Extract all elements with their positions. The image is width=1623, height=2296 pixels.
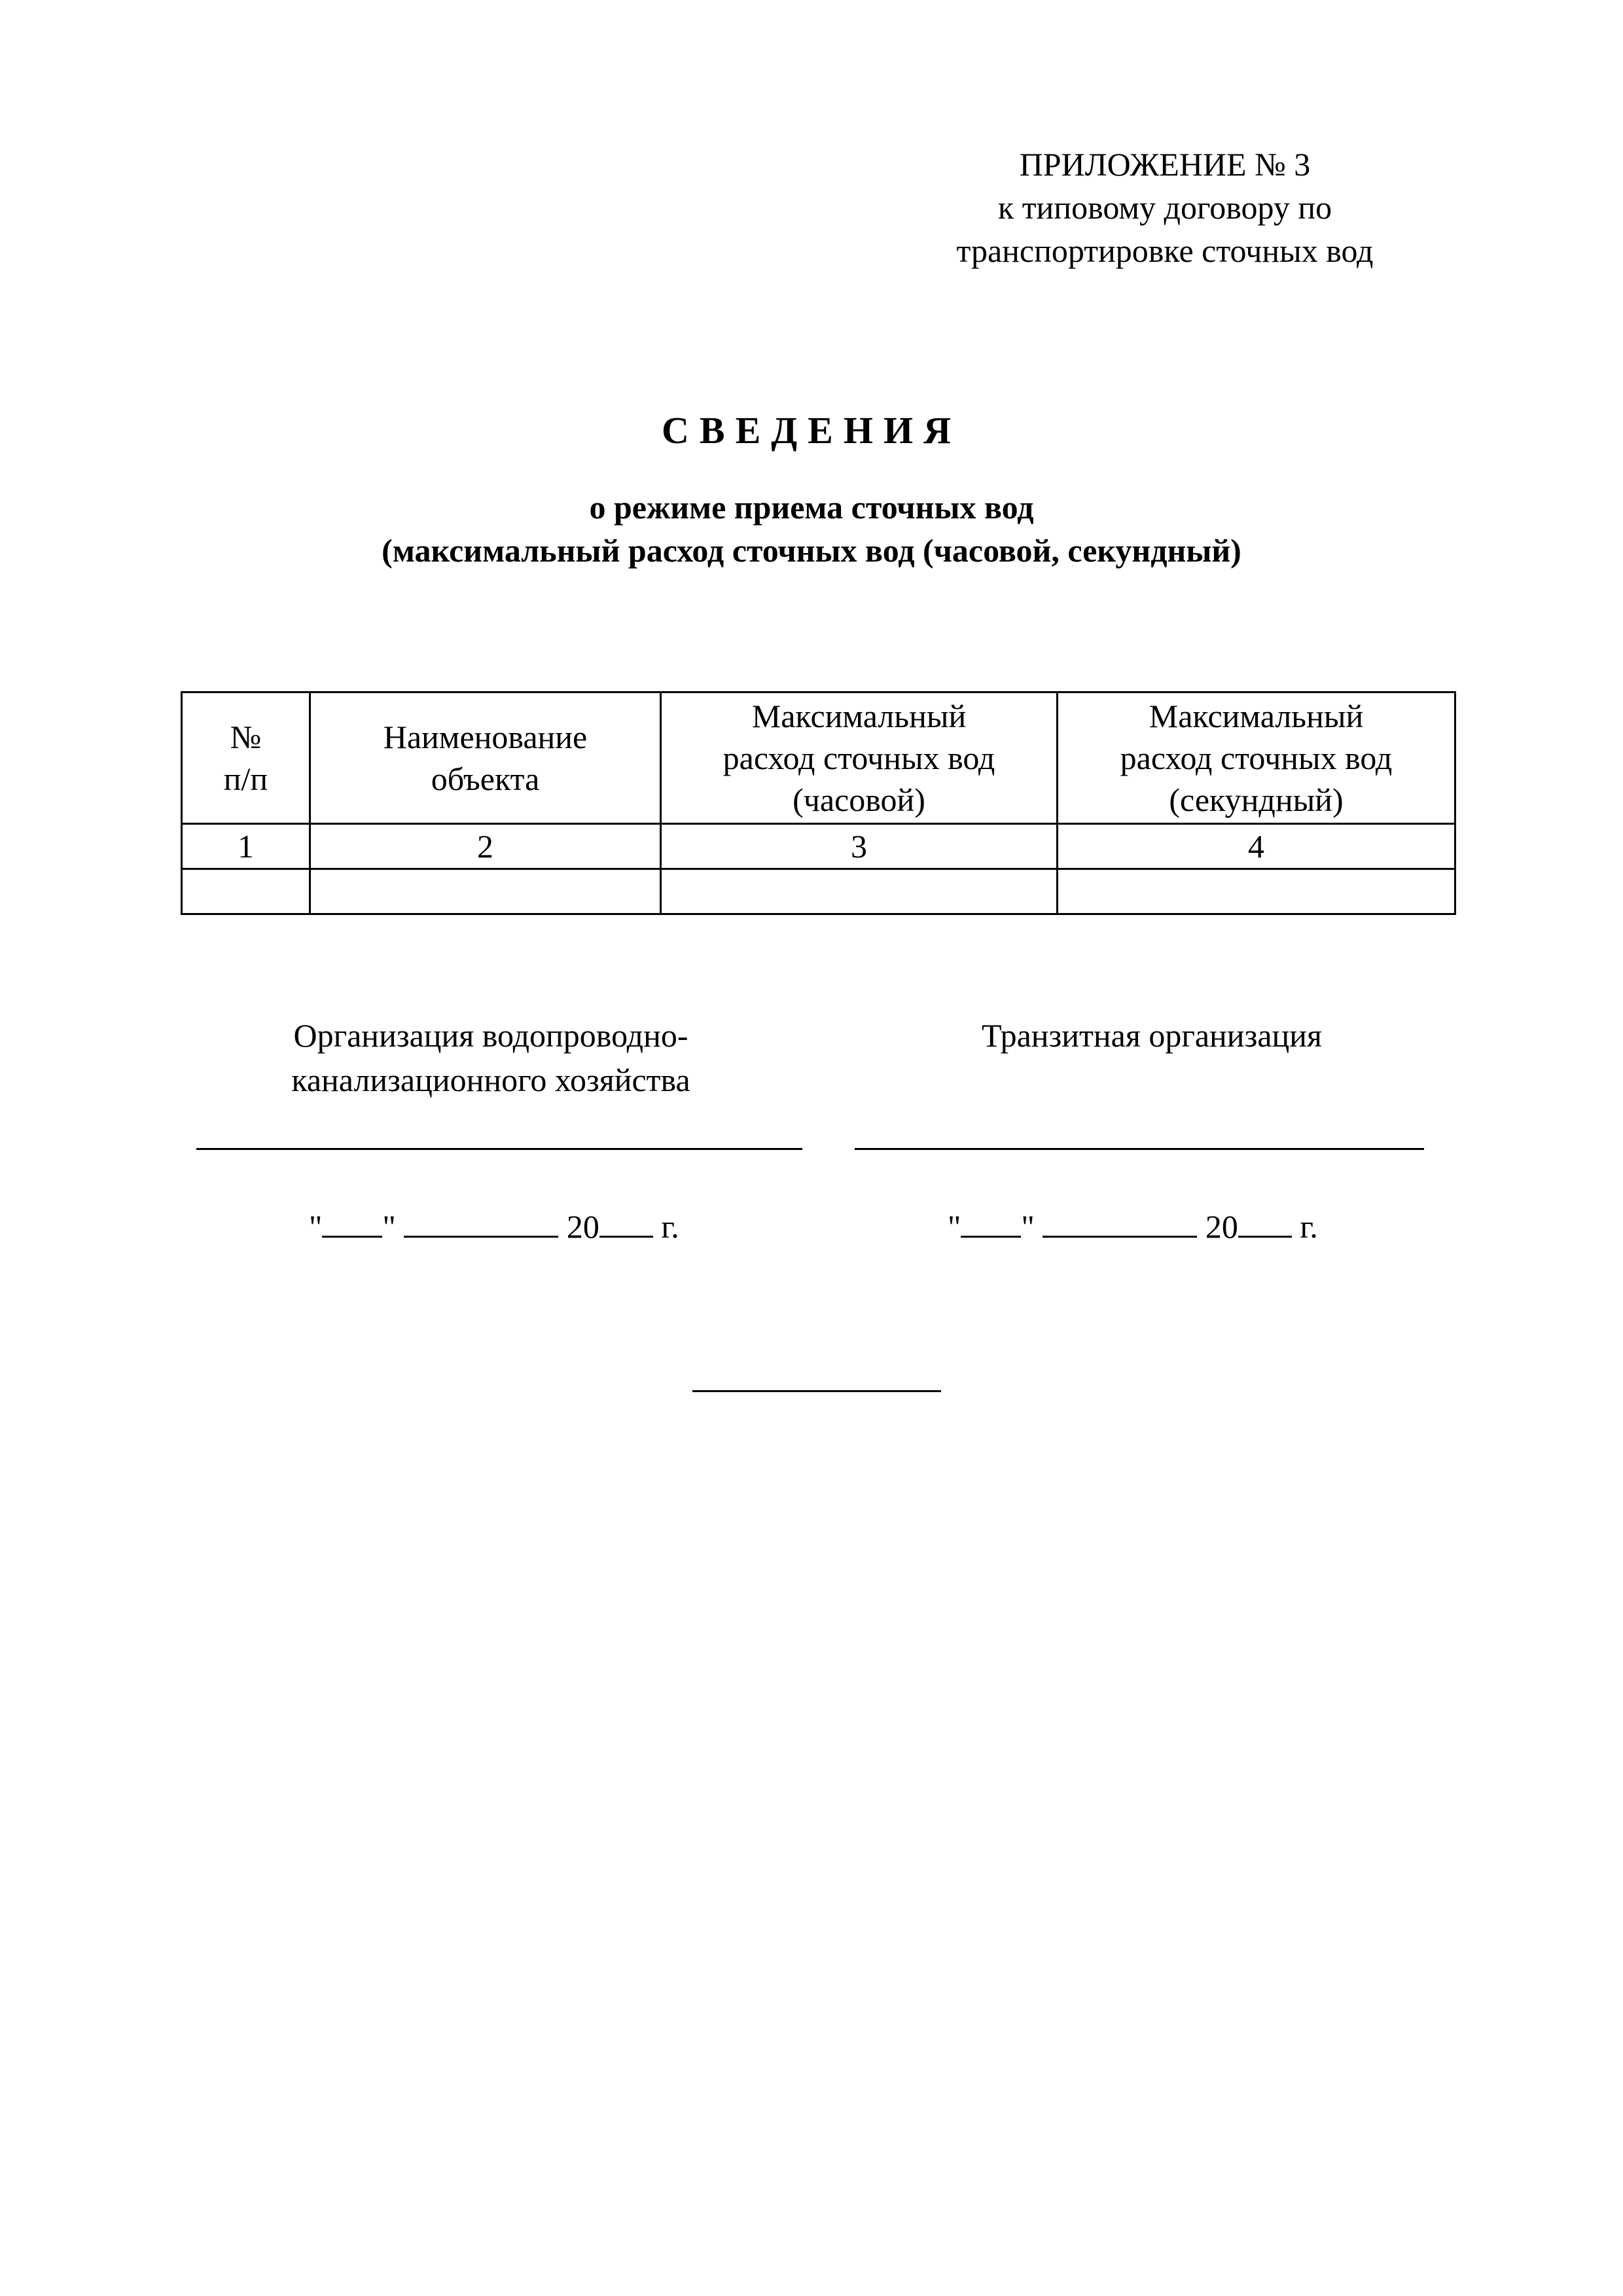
table-header-row [182, 692, 1455, 824]
transit-org-label: Транзитная организация [981, 1017, 1323, 1054]
quote-close: " [1021, 1208, 1035, 1245]
document-end-divider [692, 1390, 941, 1392]
century-text: 20 [566, 1208, 599, 1245]
year-blank[interactable] [1238, 1203, 1292, 1238]
date-field-utility [309, 1203, 679, 1249]
subtitle-line-1: о режиме приема сточных вод [589, 489, 1034, 526]
table-row [182, 869, 1455, 914]
appendix-reference: к типовому договору по [997, 189, 1332, 226]
quote-close: " [382, 1208, 396, 1245]
signature-line-transit[interactable] [855, 1148, 1424, 1150]
header-cell-number: № п/п [182, 692, 310, 824]
wastewater-info-table [181, 691, 1456, 915]
document-title: СВЕДЕНИЯ [662, 409, 961, 452]
appendix-reference-cont: транспортировке сточных вод [956, 232, 1374, 269]
column-number-cell: 3 [661, 824, 1058, 869]
quote-open: " [948, 1208, 961, 1245]
table-cell[interactable] [661, 869, 1058, 914]
signature-block-utility [196, 1013, 785, 1102]
header-cell-object-name: Наименование объекта [310, 692, 661, 824]
century-text: 20 [1205, 1208, 1238, 1245]
header-cell-max-hourly: Максимальный расход сточных вод (часовой) [661, 692, 1058, 824]
appendix-header [903, 143, 1427, 272]
subtitle-line-2: (максимальный расход сточных вод (часовой, секундный) [382, 532, 1241, 569]
signature-block-transit [857, 1013, 1446, 1058]
document-subtitle [0, 486, 1623, 572]
utility-org-label-line-1: Организация водопроводно- [293, 1017, 688, 1054]
document-heading [0, 404, 1623, 572]
day-blank[interactable] [322, 1203, 382, 1238]
year-suffix: г. [1300, 1208, 1318, 1245]
day-blank[interactable] [961, 1203, 1021, 1238]
signature-line-utility[interactable] [196, 1148, 802, 1150]
month-blank[interactable] [404, 1203, 558, 1238]
appendix-number: ПРИЛОЖЕНИЕ № 3 [1019, 146, 1311, 183]
column-number-row [182, 824, 1455, 869]
column-number-cell: 1 [182, 824, 310, 869]
year-suffix: г. [661, 1208, 679, 1245]
utility-org-label-line-2: канализационного хозяйства [291, 1062, 690, 1098]
table-cell[interactable] [1058, 869, 1455, 914]
quote-open: " [309, 1208, 323, 1245]
column-number-cell: 4 [1058, 824, 1455, 869]
month-blank[interactable] [1043, 1203, 1197, 1238]
table-cell[interactable] [310, 869, 661, 914]
date-field-transit [948, 1203, 1318, 1249]
header-cell-max-per-second: Максимальный расход сточных вод (секундный) [1058, 692, 1455, 824]
table-cell[interactable] [182, 869, 310, 914]
column-number-cell: 2 [310, 824, 661, 869]
year-blank[interactable] [599, 1203, 653, 1238]
